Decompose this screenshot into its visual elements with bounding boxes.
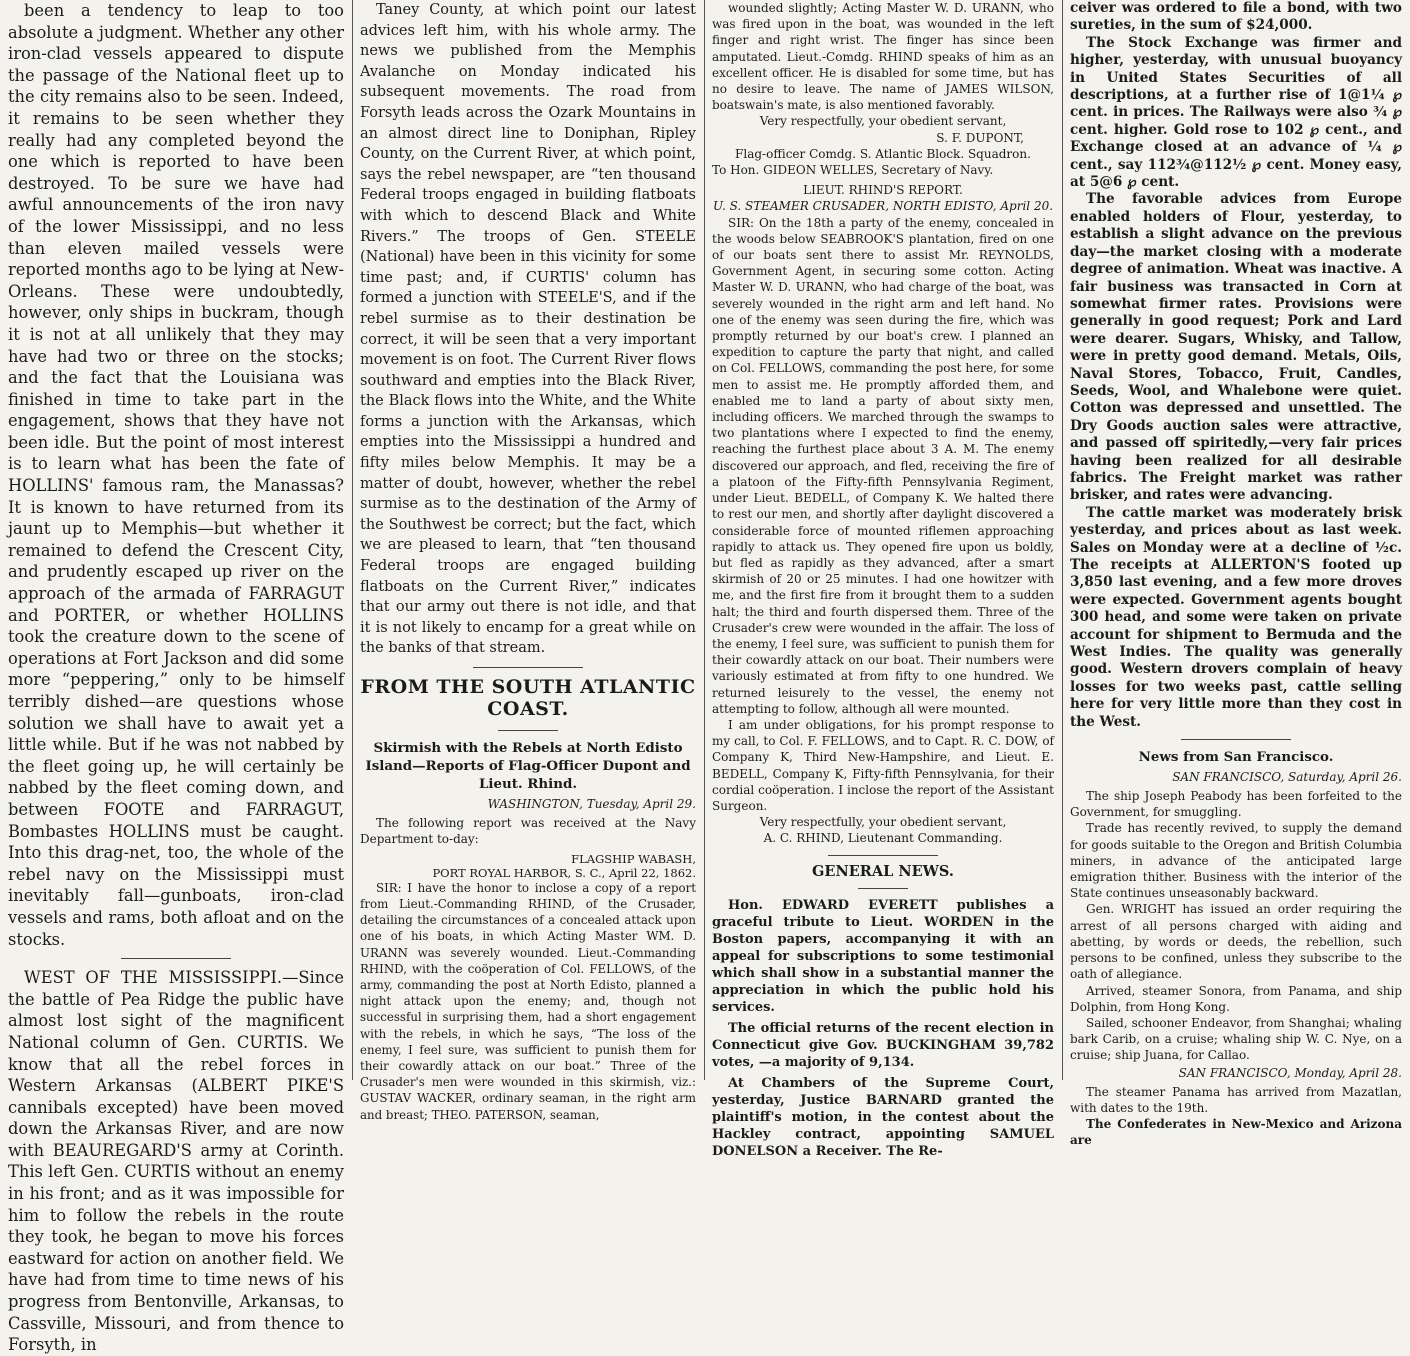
- letter-body: SIR: I have the honor to inclose a copy of a report from Lieut.-Commanding RHIND, of the Crusader, detailing the circumstances of a concealed attack upon one of his boats, in which Acting Master WM. D. URANN was severely wounded. Lieut.-Commanding RHIND, with the coöperation of Col. FELLOWS, of the army, commanding the post at North Edisto, planned a night attack upon the enemy; and, though not successful in surprising them, had a short engagement with the rebels, in which he says, “The loss of the enemy, I feel sure, was sufficient to punish them for their cowardly attack on our boat.” Three of the Crusader's men were wounded in this skirmish, viz.: GUSTAV WACKER, ordinary seaman, in the right arm and breast; THEO. PATERSON, seaman,: [360, 880, 696, 1122]
- divider: [498, 730, 558, 731]
- news-item: The Confederates in New-Mexico and Arizona are: [1070, 1116, 1402, 1148]
- signature-title: Flag-officer Comdg. S. Atlantic Block. Squadron.: [735, 146, 1031, 161]
- news-item: Sailed, schooner Endeavor, from Shanghai; whaling bark Carib, on a cruise; whaling ship W. C. Nye, on a cruise; ship Juana, for Callao.: [1070, 1015, 1402, 1063]
- column-2: [352, 0, 704, 1122]
- news-item: The cattle market was moderately brisk yesterday, and prices about as last week. Sales on Monday were at a decline of ½c. The receipts at ALLERTON'S footed up 3,850 last evening, and a few more droves were expected. Government agents bought 300 head, and some were taken on private account for shipment to Bermuda and the West Indies. The quality was generally good. Western drovers complain of heavy losses for two weeks past, cattle selling here for very little more than they cost in the West.: [1070, 504, 1402, 730]
- divider: [121, 958, 231, 959]
- news-item: Trade has recently revived, to supply the demand for goods suitable to the Oregon and British Columbia miners, in advance of the anticipated large emigration thither. Business with the interior of the State continues unseasonably backward.: [1070, 821, 1402, 901]
- letter-heading-1: FLAGSHIP WABASH,: [571, 851, 696, 866]
- news-item: The steamer Panama has arrived from Mazatlan, with dates to the 19th.: [1070, 1084, 1402, 1115]
- divider: [1181, 739, 1291, 740]
- headline: FROM THE SOUTH ATLANTIC COAST.: [360, 676, 696, 720]
- divider: [473, 667, 583, 668]
- news-item: The favorable advices from Europe enabled holders of Flour, yesterday, to establish a slight advance on the previous day—the market closing with a moderate degree of animation. Wheat was inactive. A fair business was transacted in Corn at somewhat firmer rates. Provisions were generally in good request; Pork and Lard were dearer. Sugars, Whisky, and Tallow, were in pretty good demand. Metals, Oils, Naval Stores, Tobacco, Fruit, Candles, Seeds, Wool, and Whalebone were quiet. Cotton was depressed and unsettled. The Dry Goods auction sales were attractive, and passed off spiritedly,—very fair prices having been realized for all desirable fabrics. The Freight market was rather brisker, and rates were advancing.: [1070, 191, 1402, 504]
- column-1: [0, 0, 352, 1355]
- letter-heading-2: PORT ROYAL HARBOR, S. C., April 22, 1862.: [432, 865, 696, 880]
- news-item: At Chambers of the Supreme Court, yesterday, Justice BARNARD granted the plaintiff's motion, in the contest about the Hackley contract, appointing SAMUEL DONELSON a Receiver. The Re-: [712, 1075, 1054, 1159]
- signature-name: A. C. RHIND, Lieutenant Commanding.: [763, 831, 1003, 846]
- dateline: WASHINGTON, Tuesday, April 29.: [487, 797, 696, 811]
- signature-line: Very respectfully, your obedient servant,: [759, 114, 1007, 129]
- column-3: [704, 0, 1062, 1159]
- article-paragraph: been a tendency to leap to too absolute a judgment. Whether any other iron-clad vessels appeared to dispute the passage of the National fleet up to the city remains also to be seen. Indeed, it remains to be seen whether they really had any completed beyond the one which is reported to have been destroyed. To be sure we have had awful announcements of the iron navy of the lower Mississippi, and no less than eleven mailed vessels were reported months ago to be lying at New-Orleans. These were undoubtedly, however, only ships in buckram, though it is not at all unlikely that they may have had two or three on the stocks; and the fact that the Louisiana was finished in time to take part in the engagement, shows that they have not been idle. But the point of most interest is to learn what has been the fate of HOLLINS' famous ram, the Manassas? It is known to have returned from its jaunt up to Memphis—but whether it remained to defend the Crescent City, and prudently escaped up river on the approach of the armada of FARRAGUT and PORTER, or whether HOLLINS took the creature down to the scene of operations at Fort Jackson and did some more “peppering,” only to be himself terribly dished—are questions whose solution we shall have to await yet a little while. But if he was not nabbed by the fleet going up, he will certainly be nabbed by the fleet coming down, and between FOOTE and FARRAGUT, Bombastes HOLLINS must be caught. Into this drag-net, too, the whole of the rebel navy on the Mississippi must inevitably fall—gunboats, iron-clad vessels and rams, both afloat and on the stocks.: [8, 1, 344, 949]
- dateline: SAN FRANCISCO, Monday, April 28.: [1178, 1065, 1402, 1080]
- signature-line: Very respectfully, your obedient servant,: [759, 815, 1007, 830]
- subheadline: Skirmish with the Rebels at North Edisto Island—Reports of Flag-Officer Dupont and Lieut. Rhind.: [365, 740, 691, 792]
- report-body: SIR: On the 18th a party of the enemy, concealed in the woods below SEABROOK'S plantation, fired on one of our boats sent there to assist Mr. REYNOLDS, Government Agent, in securing some cotton. Acting Master W. D. URANN, who had charge of the boat, was severely wounded in the right arm and left hand. No one of the enemy was seen during the fire, which was promptly returned by our boat's crew. I planned an expedition to capture the party that night, and called on Col. FELLOWS, commanding the post here, for some men to assist me. He promptly afforded them, and enabled me to land a party of about sixty men, including officers. We marched through the swamps to two plantations where I expected to find the enemy, reaching the furthest place about 3 A. M. The enemy discovered our approach, and fled, receiving the fire of a platoon of the Fifty-fifth Pennsylvania Regiment, under Lieut. BEDELL, of Company K. We halted there to rest our men, and shortly after daylight discovered a considerable force of mounted riflemen approaching rapidly to attack us. They opened fire upon us boldly, but fled as rapidly as they advanced, after a smart skirmish of 20 or 25 minutes. I had one howitzer with me, and the first fire from it brought them to a sudden halt; the third and fourth dispersed them. Three of the Crusader's crew were wounded in the affair. The loss of the enemy, I feel sure, was sufficient to punish them for their cowardly attack on our boat. Their numbers were variously estimated at from fifty to one hundred. We returned leisurely to the vessel, the enemy not attempting to follow, although all were mounted.: [712, 215, 1054, 716]
- section-heading: News from San Francisco.: [1138, 749, 1334, 766]
- article-paragraph: The following report was received at the Navy Department to-day:: [360, 816, 696, 847]
- news-item: The Stock Exchange was firmer and higher, yesterday, with unusual buoyancy in United States Securities of all descriptions, at a further rise of 1@1¼ ℘ cent. in prices. The Railways were also ¾ ℘ cent. higher. Gold rose to 102 ℘ cent., and Exchange closed at an advance of ¼ ℘ cent., say 112¾@112½ ℘ cent. Money easy, at 5@6 ℘ cent.: [1070, 34, 1402, 191]
- news-item: ceiver was ordered to file a bond, with two sureties, in the sum of $24,000.: [1070, 0, 1402, 34]
- news-item: Hon. EDWARD EVERETT publishes a graceful tribute to Lieut. WORDEN in the Boston papers, accompanying it with an appeal for subscriptions to some testimonial which shall show in a substantial manner the appreciation in which the public hold his services.: [712, 897, 1054, 1015]
- dateline: SAN FRANCISCO, Saturday, April 26.: [1172, 770, 1402, 785]
- news-item: Arrived, steamer Sonora, from Panama, and ship Dolphin, from Hong Kong.: [1070, 983, 1402, 1014]
- divider: [858, 888, 908, 889]
- news-item: The ship Joseph Peabody has been forfeited to the Government, for smuggling.: [1070, 789, 1402, 820]
- article-paragraph: Taney County, at which point our latest advices left him, with his whole army. The news we published from the Memphis Avalanche on Monday indicated his subsequent movements. The road from Forsyth leads across the Ozark Mountains in an almost direct line to Doniphan, Ripley County, on the Current River, at which point, says the rebel newspaper, are “ten thousand Federal troops engaged in building flatboats with which to descend Black and White Rivers.” The troops of Gen. STEELE (National) have been in this vicinity for some time past; and, if CURTIS' column has formed a junction with STEELE'S, and if the rebel surmise as to their destination be correct, it will be seen that a very important movement is on foot. The Current River flows southward and empties into the Black River, the Black flows into the White, and the White forms a junction with the Arkansas, which empties into the Mississippi a hundred and fifty miles below Memphis. It may be a matter of doubt, however, whether the rebel surmise as to the destination of the Army of the Southwest be correct; but the fact, which we are pleased to learn, that “ten thousand Federal troops are engaged building flatboats on the Current River,” indicates that our army out there is not idle, and that it is not likely to encamp for a great while on the banks of that stream.: [360, 2, 696, 657]
- signature-name: S. F. DUPONT,: [936, 130, 1024, 145]
- signature-recipient: To Hon. GIDEON WELLES, Secretary of Navy.: [712, 163, 994, 178]
- divider: [828, 855, 938, 856]
- article-paragraph: WEST OF THE MISSISSIPPI.—Since the battle of Pea Ridge the public have almost lost sight of the magnificent National column of Gen. CURTIS. We know that all the rebel forces in Western Arkansas (ALBERT PIKE'S cannibals excepted) have been moved down the Arkansas River, and are now with BEAUREGARD'S army at Corinth. This left Gen. CURTIS without an enemy in his front; and as it was impossible for him to follow the rebels in the route they took, he began to move his forces eastward for action on another field. We have had from time to time news of his progress from Bentonville, Arkansas, to Cassville, Missouri, and from thence to Forsyth, in: [8, 968, 344, 1355]
- report-body: I am under obligations, for his prompt response to my call, to Col. F. FELLOWS, and to Capt. R. C. DOW, of Company K, Third New-Hampshire, and Lieut. E. BEDELL, Company K, Fifty-fifth Pennsylvania, for their cordial coöperation. I inclose the report of the Assistant Surgeon.: [712, 717, 1054, 813]
- report-heading: LIEUT. RHIND'S REPORT.: [803, 183, 963, 198]
- news-item: The official returns of the recent election in Connecticut give Gov. BUCKINGHAM 39,782 votes, —a majority of 9,134.: [712, 1020, 1054, 1070]
- news-item: Gen. WRIGHT has issued an order requiring the arrest of all persons charged with aiding and abetting, by words or deeds, the rebellion, such persons to be confined, unless they subscribe to the oath of allegiance.: [1070, 902, 1402, 982]
- section-heading: GENERAL NEWS.: [812, 862, 954, 880]
- column-4: [1062, 0, 1410, 1148]
- report-dateline: U. S. STEAMER CRUSADER, NORTH EDISTO, April 20.: [712, 199, 1054, 214]
- article-paragraph: wounded slightly; Acting Master W. D. URANN, who was fired upon in the boat, was wounded in the left finger and right wrist. The finger has since been amputated. Lieut.-Comdg. RHIND speaks of him as an excellent officer. He is disabled for some time, but has no desire to leave. The name of JAMES WILSON, boatswain's mate, is also mentioned favorably.: [712, 1, 1054, 113]
